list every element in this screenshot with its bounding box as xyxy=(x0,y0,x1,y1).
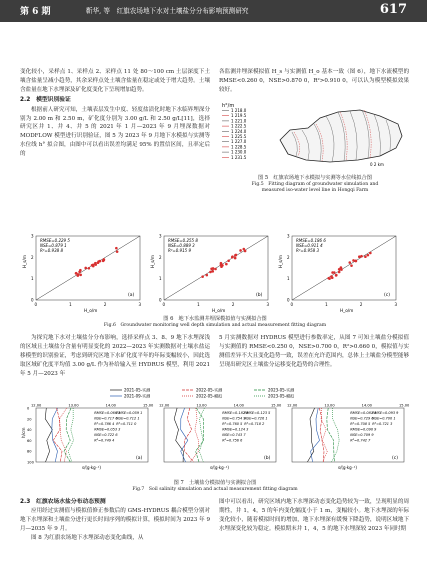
issue-number: 第 6 期 xyxy=(20,7,51,17)
data-point xyxy=(328,277,331,280)
data-point xyxy=(350,264,353,267)
data-point xyxy=(97,261,100,264)
data-point xyxy=(75,272,78,275)
figure-5-caption xyxy=(220,175,410,194)
fit-metric: NSE=0.754 9 xyxy=(222,416,246,421)
x-tick-label: 1 xyxy=(325,302,328,307)
fit-metric: NSE=0.911 4 xyxy=(296,243,323,248)
data-point xyxy=(348,261,351,264)
y-tick-label: 60 xyxy=(27,438,32,443)
data-point xyxy=(205,274,208,277)
fit-metric: R²=0.760 5 xyxy=(222,422,243,426)
panel-tag: (b) xyxy=(264,456,271,461)
data-point xyxy=(231,255,234,258)
figure-5-contour-map xyxy=(220,100,410,168)
running-title: 靳华, 等 红旗农场地下水对土壤盐分分布影响预测研究 xyxy=(86,7,249,15)
legend-label: 1 228.5 xyxy=(231,144,247,150)
legend-label: 2022-05-实测 xyxy=(196,387,223,393)
data-point xyxy=(360,255,363,258)
caption-en: Fig.6 Groundwater monitoring well depth simulation and actual measurement fitting diagram xyxy=(103,322,327,328)
profile-line xyxy=(45,408,52,462)
y-tick-label: 40 xyxy=(27,428,32,433)
data-point xyxy=(94,263,97,266)
x-tick-label: 12.00 xyxy=(287,403,298,408)
x-tick-label: 0 xyxy=(34,302,38,307)
fit-metric: R²=0.711 0 xyxy=(116,422,137,426)
fit-metric: R²=0.915 9 xyxy=(168,248,192,253)
data-point xyxy=(92,265,95,268)
x-axis-label: s/(g·kg⁻¹) xyxy=(82,465,101,470)
panel-tag: (a) xyxy=(128,293,135,298)
fit-metric: R²=0.958 3 xyxy=(296,248,320,253)
legend-label: 1 227.0 xyxy=(231,139,247,145)
profile-line xyxy=(53,408,62,462)
legend-label: 2023-05-模拟 xyxy=(268,393,295,399)
profile-line xyxy=(321,408,327,462)
data-point xyxy=(214,268,217,271)
figure-6-caption xyxy=(20,316,410,329)
x-tick-label: 3 xyxy=(138,302,142,307)
fit-metric: RMSE=0.066 1 xyxy=(94,411,121,415)
y-tick-label: 2 xyxy=(31,254,34,260)
y-tick-label: 100 xyxy=(27,460,34,465)
section-heading: 2.3 红旗农场水盐分布动态预测 xyxy=(20,499,106,505)
fit-metric: RMSE=0.090 9 xyxy=(350,427,377,432)
fit-metric: NSE=0.879 1 xyxy=(40,243,67,248)
x-axis-label: H_o/m xyxy=(84,308,98,313)
data-point xyxy=(201,275,204,278)
paragraph: 为探究地下水对土壤盐分分布影响，选择采样点 3、8、9 地下水埋深浅的区域且土壤盐分含量有明显变化的 2022—2023 年实测数据对土壤水盐运移模型的识别验证，考虑到研究区地下水矿化度平年的年际变幅较小，因此选取区域矿化度平均值 3.00 g/L 作为补给输入至 HYDRUS 模型，利用 2021 年 5 月—2023 年 xyxy=(20,335,210,377)
left-column-top xyxy=(20,68,210,159)
figure-7-profile-panels xyxy=(22,386,412,480)
legend-label: 1 225.5 xyxy=(231,134,247,139)
data-point xyxy=(330,275,333,278)
x-tick-label: 3 xyxy=(266,302,270,307)
x-tick-label: 1 xyxy=(197,302,200,307)
legend-label: 2023-05-实测 xyxy=(268,387,295,393)
data-point xyxy=(355,260,358,263)
data-point xyxy=(211,270,214,273)
legend-label: 2021-09-实测 xyxy=(124,393,151,399)
caption-cn: 图 6 地下水监测井埋深模拟值与实测拟合图 xyxy=(163,316,267,322)
y-tick-label: 2 xyxy=(287,254,290,260)
data-point xyxy=(212,267,215,270)
paragraph: 5 月实测数据对 HYDRUS 模型进行参数率定，从图 7 可知土壤盐分模拟值与实测值的 RMSE<0.250 0，NSE>0.700 0，R²>0.660 0，模拟值与实测值差异不大且变化趋势一致，误差在允许范围内，总体上土壤盐分模型能够呈现出研究区土壤盐分运移变化趋势的合理性。 xyxy=(219,335,409,368)
profile-line xyxy=(184,408,193,462)
data-point xyxy=(367,254,370,257)
fit-metric: R²=0.938 8 xyxy=(40,248,64,253)
fit-metric: R²=0.721 3 xyxy=(372,422,393,426)
y-tick-label: 0 xyxy=(287,297,290,303)
fit-metric: RMSE=0.123 5 xyxy=(244,411,271,415)
legend-label: 1 224.0 xyxy=(231,128,247,134)
fit-metric: R²=0.718 2 xyxy=(244,422,265,426)
x-tick-label: 1 xyxy=(69,302,72,307)
y-tick-label: 0 xyxy=(31,297,34,303)
y-tick-label: 3 xyxy=(159,233,162,239)
legend-label: 1 230.0 xyxy=(231,149,247,155)
left-column-middle xyxy=(20,334,210,379)
profile-line xyxy=(319,408,324,462)
fit-metric: NSE=0.700 1 xyxy=(372,416,396,421)
x-tick-label: 2 xyxy=(359,302,363,307)
data-point xyxy=(88,267,91,270)
x-tick-label: 12.00 xyxy=(31,403,42,408)
y-tick-label: 2 xyxy=(159,254,162,260)
data-point xyxy=(239,249,242,252)
fit-metric: NSE=0.726 1 xyxy=(244,416,268,421)
caption-en: Fig.5 Fitting diagram of groundwater simulation and xyxy=(251,181,379,187)
data-point xyxy=(220,264,223,267)
figure-6-scatter-panels xyxy=(22,230,412,315)
legend-header: h°/m xyxy=(222,103,235,109)
y-tick-label: 3 xyxy=(31,233,34,239)
y-tick-label: 3 xyxy=(287,233,290,239)
data-point xyxy=(242,248,245,251)
fit-metric: RMSE=0.124 3 xyxy=(222,427,249,432)
y-tick-label: 80 xyxy=(27,449,32,454)
x-tick-label: 15.00 xyxy=(143,403,154,408)
panel-tag: (c) xyxy=(392,456,398,461)
x-tick-label: 2 xyxy=(103,302,107,307)
y-tick-label: 0 xyxy=(159,297,162,303)
panel-tag: (c) xyxy=(384,293,390,298)
data-point xyxy=(369,252,372,255)
data-point xyxy=(103,258,106,261)
fit-metric: R²=0.749 4 xyxy=(94,438,115,443)
x-tick-label: 13.00 xyxy=(196,403,207,408)
paragraph: 图中可以看出，研究区域内地下水埋深动态变化趋势较为一致，呈现明显的周期性，井 1，4，5 的年内变化幅度小于 1 m，变幅较小。地下水埋深的年际变化较小，随着模拟时间的增加，地下水埋深有缓慢下降趋势，说明区域地下水埋深变化较为稳定。模拟期末井 1，4，5 的地下水埋深较 2023 年同时期 xyxy=(219,499,409,532)
x-axis-label: H_o/m xyxy=(212,308,226,313)
y-axis-label: h/cm xyxy=(21,427,26,438)
fit-metric: RMSE=0.255 8 xyxy=(168,238,198,243)
fit-metric: NSE=0.743 7 xyxy=(222,433,246,437)
data-point xyxy=(78,270,81,273)
fit-metric: RMSE=0.229 5 xyxy=(40,238,70,243)
fit-metric: NSE=0.722 6 xyxy=(94,433,118,437)
page-number: 617 xyxy=(379,2,407,17)
data-point xyxy=(116,250,119,253)
fit-metric: R²=0.742 7 xyxy=(350,438,371,443)
panel-tag: (b) xyxy=(256,293,263,298)
data-point xyxy=(352,259,355,262)
profile-line xyxy=(64,408,71,462)
fit-metric: RMSE=0.059 1 xyxy=(116,411,143,415)
x-tick-label: 14.00 xyxy=(361,403,372,408)
legend xyxy=(222,108,247,160)
data-point xyxy=(338,271,341,274)
caption-cn: 图 7 土壤盐分模拟值与实测拟合图 xyxy=(173,480,257,486)
x-tick-label: 12.00 xyxy=(159,403,170,408)
x-tick-label: 14.00 xyxy=(105,403,116,408)
x-tick-label: 15.00 xyxy=(399,403,410,408)
panel-tag: (a) xyxy=(136,456,143,461)
paragraph: 应用经过实测值与模拟值修正参数后的 GMS-HYDRUS 耦合模型分别对地下水埋深和土壤盐分进行更长时间序列的模拟计算，模拟时间为 2023 年 9 月—2035 年 9 月。 xyxy=(20,507,210,532)
figure-7-caption xyxy=(20,480,410,493)
x-axis-label: s/(g·kg⁻¹) xyxy=(210,465,229,470)
x-tick-label: 0 xyxy=(290,302,294,307)
fit-metric: NSE=0.889 3 xyxy=(168,243,195,248)
y-tick-label: 1 xyxy=(31,276,34,282)
fit-metric: RMSE=0.053 3 xyxy=(94,427,121,432)
caption-en: Fig.7 Soil salinity simulation and actual measurement fitting diagram xyxy=(132,486,298,492)
y-axis-label: H_s/m xyxy=(22,255,27,268)
fit-metric: RMSE=0.186 6 xyxy=(296,238,326,243)
fit-metric: RMSE=0.182 8 xyxy=(222,411,249,415)
right-column-top xyxy=(219,68,409,95)
profile-line xyxy=(68,408,73,462)
legend-label: 2022-05-模拟 xyxy=(196,393,223,399)
paragraph: 图 8 为红旗农场地下水埋深动态变化曲线，从 xyxy=(31,534,144,541)
y-tick-label: 1 xyxy=(287,276,290,282)
data-point xyxy=(358,255,361,258)
caption-cn: 图 5 红旗农场地下水模拟与实测等水位线拟合图 xyxy=(258,175,372,181)
data-point xyxy=(340,268,343,271)
profile-line xyxy=(190,408,198,462)
profile-line xyxy=(331,408,339,462)
caption-en: measured iso-water level line in Hongqi Farm xyxy=(261,187,369,193)
data-point xyxy=(234,257,237,260)
scale-label: 0 2 km xyxy=(370,162,384,167)
data-point xyxy=(364,255,367,258)
y-tick-label: 0 xyxy=(27,406,30,411)
legend-label: 2021-05-实测 xyxy=(124,387,151,393)
x-tick-label: 13.00 xyxy=(68,403,79,408)
x-tick-label: 2 xyxy=(231,302,235,307)
running-header xyxy=(0,0,427,22)
fit-metric: NSE=0.709 9 xyxy=(350,433,374,437)
fit-metric: NSE=0.717 6 xyxy=(94,416,118,421)
profile-line xyxy=(327,408,335,462)
fit-metric: NSE=0.729 6 xyxy=(350,416,374,421)
legend-label: 1 218.0 xyxy=(231,108,247,113)
farm-boundary xyxy=(280,110,402,162)
paragraph: 各监测井埋深模拟值 H_s 与实测值 H_o 基本一致（图 6），地下水流模型的 RMSE<0.260 0，NSE>0.870 0，R²>0.910 0，可以认为模型模拟效果较好。 xyxy=(219,69,409,93)
x-axis-label: H_o/m xyxy=(340,308,354,313)
legend-label: 1 219.5 xyxy=(231,113,247,119)
x-tick-label: 14.00 xyxy=(233,403,244,408)
legend-label: 1 221.0 xyxy=(231,118,247,124)
fit-metric: R²=0.756 6 xyxy=(222,438,243,443)
section-heading: 2.2 模型识别验证 xyxy=(20,96,71,103)
fit-metric: R²=0.708 5 xyxy=(350,422,371,426)
data-point xyxy=(209,271,212,274)
x-tick-label: 15.00 xyxy=(271,403,282,408)
data-point xyxy=(335,274,338,277)
paragraph: 变化较小，采样点 1、采样点 2、采样点 11 处 80～100 cm 土层深度下土壤含盐量呈减小趋势，其余采样点处土壤含盐量在稳定或处于增大趋势。土壤含盐量在地下水埋深及矿化度变化下呈现增加趋势。 xyxy=(20,69,210,93)
data-point xyxy=(234,254,237,257)
data-point xyxy=(227,259,230,262)
y-axis-label: H_s/m xyxy=(278,255,283,268)
x-axis-label: s/(g·kg⁻¹) xyxy=(338,465,357,470)
data-point xyxy=(333,271,336,274)
data-point xyxy=(115,247,118,250)
y-tick-label: 20 xyxy=(27,417,32,422)
x-tick-label: 13.00 xyxy=(324,403,335,408)
x-tick-label: 3 xyxy=(394,302,398,307)
legend-label: 1 231.5 xyxy=(231,154,247,160)
y-axis-label: H_s/m xyxy=(150,255,155,268)
data-point xyxy=(338,268,341,271)
fit-metric: R²=0.786 4 xyxy=(94,422,115,426)
paragraph: 根据前人研究可知，土壤表层发生中度、轻度盐渍化时地下水临界埋深分别为 2.00 m 和 2.50 m，矿化度分别为 3.00 g/L 和 2.50 g/L[11]，选择研究区井 1、井 4、井 5 的 2021 年 1 月—2023 年 9 月埋深数据对 MODFLOW 模型进行识别验证，图 5 为 2023 年 9 月地下水模拟与实测等水位线 h° 拟合图，由图中可以看出误差均满足 95% 的置信区间，且率定后的 xyxy=(20,106,210,158)
data-point xyxy=(84,267,87,270)
fit-metric: RMSE=0.093 9 xyxy=(372,411,399,415)
data-point xyxy=(225,263,228,266)
right-column-middle xyxy=(219,334,409,370)
right-column-bottom xyxy=(219,498,409,534)
legend-label: 1 222.5 xyxy=(231,123,247,129)
x-tick-label: 0 xyxy=(162,302,166,307)
left-column-bottom xyxy=(20,498,210,543)
y-tick-label: 1 xyxy=(159,276,162,282)
fit-metric: RMSE=0.081 4 xyxy=(350,411,377,415)
data-point xyxy=(79,274,82,277)
fit-metric: NSE=0.712 1 xyxy=(116,416,140,421)
